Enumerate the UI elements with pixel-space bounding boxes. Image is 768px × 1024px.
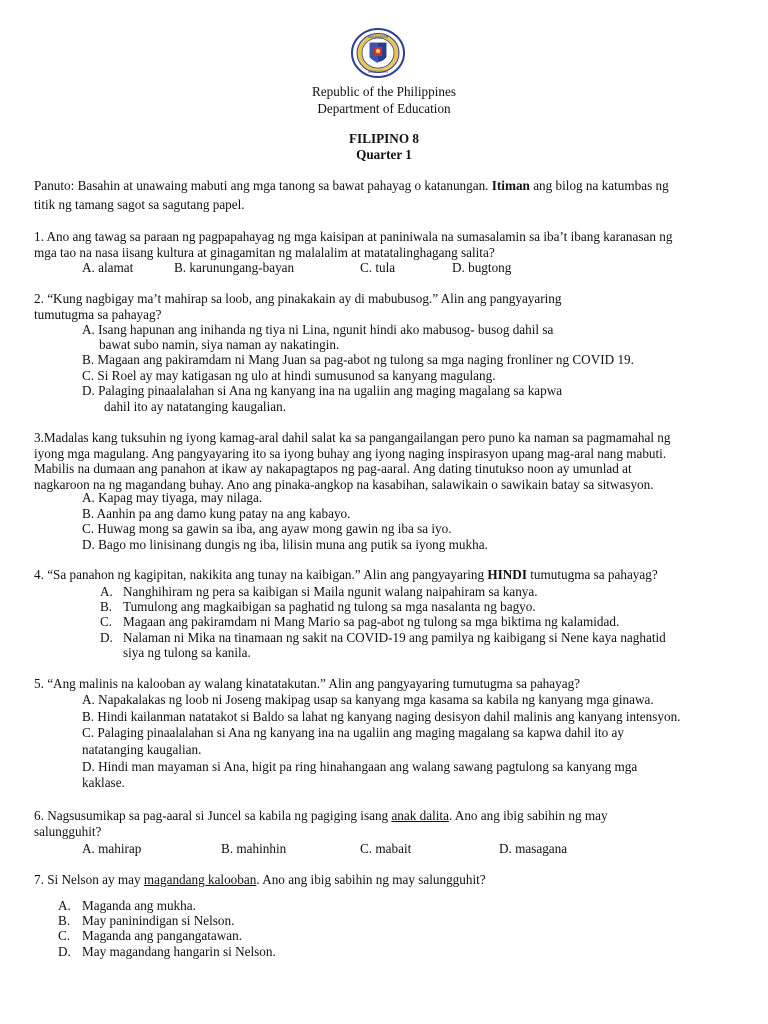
q1-line-1: 1. Ano ang tawag sa paraan ng pagpapahayag ng mga kaisipan at paniniwala na sumasalamin sa iba’t ibang karanasan ng [34,229,673,244]
q7-letter-d: D. [58,944,71,959]
q7-option-c: Maganda ang pangangatawan. [82,928,243,943]
q6-line-1 [34,808,730,824]
instructions-suffix: ang bilog na katumbas ng [529,178,669,193]
q6-prefix: 6. Nagsusumikap sa pag-aaral si Juncel sa kabila ng pagiging isang [34,808,392,823]
q4-letter-b: B. [100,599,113,614]
q2-option-c: C. Si Roel ay may katigasan ng ulo at hindi sumusunod sa kanyang magulang. [82,368,496,383]
q4-option-a: Nanghihiram ng pera sa kaibigan si Maila ngunit walang naipahiram sa kanya. [123,584,538,599]
q7-letter-c: C. [58,928,71,943]
q6-underlined-term: anak dalita [391,808,449,823]
question-6 [34,808,730,839]
question-7 [34,872,730,888]
q7-prefix: 7. Si Nelson ay may [34,872,144,887]
q3-line-3: Mabilis na dumaan ang panahon at ikaw ay nakapagtapos ng pag-aaral. Ang dating tinutukso noon ay umunlad at [34,461,632,477]
q1-line-2: mga tao na nasa iisang kultura at ginagamitan ng malalalim at matatalinghagang salita? [34,244,495,260]
q7-option-b: May paninindigan si Nelson. [82,913,235,928]
q2-option-d-line-2: dahil ito ay natatanging kaugalian. [104,399,287,414]
q1-option-b: B. karunungang-bayan [174,260,295,275]
q4-option-b: Tumulong ang magkaibigan sa paghatid ng tulong sa mga nasalanta ng bagyo. [123,599,536,614]
header-line-2: Department of Education [317,101,451,116]
q1-option-d: D. bugtong [452,260,512,275]
q4-option-d-line-1: Nalaman ni Mika na tinamaan ng sakit na COVID-19 ang pamilya ng kaibigang si Nene kaya naghatid [123,630,666,645]
q7-letter-a: A. [58,898,71,913]
svg-text:EDUKASYON: EDUKASYON [368,70,388,74]
q2-option-d-line-1: D. Palaging pinaalalahan si Ana ng kanyang ina na ugaliin ang maging magalang sa kapwa [82,383,563,398]
q5-option-b: B. Hindi kailanman natatakot si Baldo sa lahat ng kanyang naging desisyon dahil malinis ang kanyang intensyon. [82,709,681,724]
q3-option-a: A. Kapag may tiyaga, may nilaga. [82,490,263,505]
q3-line-2: iyong mga magulang. Ang pangyayaring ito sa iyong buhay ang iyong naging inspirasyon upang mag-aral nang mabuti. [34,445,667,461]
q6-option-c: C. mabait [360,841,412,856]
instructions-line-1 [34,178,730,194]
q4-line-1 [34,567,730,583]
q2-line-1: 2. “Kung nagbigay ma’t mahirap sa loob, ang pinakakain ay di mabubusog.” Alin ang pangyayaring [34,291,562,306]
q5-option-c-line-1: C. Palaging pinaalalahan si Ana ng kanyang ina na ugaliin ang maging magalang sa kapwa dahil ito ay [82,725,625,740]
q5-option-d-line-1: D. Hindi man mayaman si Ana, higit pa ring hinahangaan ang walang sawang pagtulong sa kanyang mga [82,759,638,774]
q2-line-2: tumutugma sa pahayag? [34,306,162,322]
q2-option-a-line-2: bawat subo namin, siya naman ay nakatingin. [99,337,340,352]
q4-option-d-line-2: siya ng tulong sa kanila. [123,645,251,660]
q7-suffix: . Ano ang ibig sabihin ng may salungguhit? [256,872,486,887]
question-4 [34,567,730,583]
quarter-title: Quarter 1 [356,147,412,162]
q6-line-2: salungguhit? [34,823,102,839]
q5-option-a: A. Napakalakas ng loob ni Joseng makipag usap sa kanyang mga kasama sa kabila ng kanyang mga ginawa. [82,692,654,707]
q1-option-a: A. alamat [82,260,134,275]
q4-letter-d: D. [100,630,113,645]
q2-option-a-line-1: A. Isang hapunan ang inihanda ng tiya ni Lina, ngunit hindi ako mabusog- busog dahil sa [82,322,554,337]
q6-suffix: . Ano ang ibig sabihin ng may [448,808,608,823]
deped-seal-logo [350,27,406,79]
question-2 [34,291,730,322]
instructions [34,178,730,212]
q2-option-b: B. Magaan ang pakiramdam ni Mang Juan sa pag-abot ng tulong sa mga naging fronliner ng COVID 19. [82,352,634,367]
q6-option-a: A. mahirap [82,841,142,856]
q7-letter-b: B. [58,913,71,928]
q6-option-d: D. masagana [499,841,568,856]
q4-bold: HINDI [487,567,527,582]
q3-option-c: C. Huwag mong sa gawin sa iba, ang ayaw mong gawin ng iba sa iyo. [82,521,452,536]
q5-option-c-line-2: natatanging kaugalian. [82,742,202,757]
q7-option-d: May magandang hangarin si Nelson. [82,944,276,959]
q5-option-d-line-2: kaklase. [82,775,125,790]
instructions-prefix: Panuto: Basahin at unawaing mabuti ang mga tanong sa bawat pahayag o katanungan. [34,178,492,193]
q4-letter-c: C. [100,614,113,629]
q3-line-1: 3.Madalas kang tuksuhin ng iyong kamag-aral dahil salat ka sa pangangailangan pero puno ka naman sa pagmamahal ng [34,430,671,445]
q6-option-b: B. mahinhin [221,841,287,856]
instructions-line-2: titik ng tamang sagot sa sagutang papel. [34,196,245,212]
svg-text:KAGAWARAN: KAGAWARAN [367,35,389,39]
subject-title: FILIPINO 8 [349,131,419,146]
q7-line-1 [34,872,730,888]
header-line-1: Republic of the Philippines [312,84,456,99]
q5-line-1: 5. “Ang malinis na kalooban ay walang kinatatakutan.” Alin ang pangyayaring tumutugma sa pahayag? [34,676,581,691]
q4-letter-a: A. [100,584,113,599]
q4-prefix: 4. “Sa panahon ng kagipitan, nakikita ang tunay na kaibigan.” Alin ang pangyayaring [34,567,488,582]
q1-option-c: C. tula [360,260,396,275]
q4-option-c: Magaan ang pakiramdam ni Mang Mario sa pag-abot ng tulong sa mga biktima ng kalamidad. [123,614,620,629]
q7-underlined-term: magandang kalooban [143,872,257,887]
q3-option-b: B. Aanhin pa ang damo kung patay na ang kabayo. [82,506,351,521]
q7-option-a: Maganda ang mukha. [82,898,196,913]
question-5 [34,676,730,692]
q3-option-d: D. Bago mo linisinang dungis ng iba, lilisin muna ang putik sa iyong mukha. [82,537,488,552]
q4-suffix: tumutugma sa pahayag? [526,567,658,582]
question-1 [34,229,730,260]
q3-line-4: nagkaroon na ng magandang buhay. Ano ang pinaka-angkop na kasabihan, salawikain o sawikain batay sa sitwasyon. [34,476,654,492]
instructions-bold: Itiman [491,178,530,193]
question-3 [34,430,730,492]
